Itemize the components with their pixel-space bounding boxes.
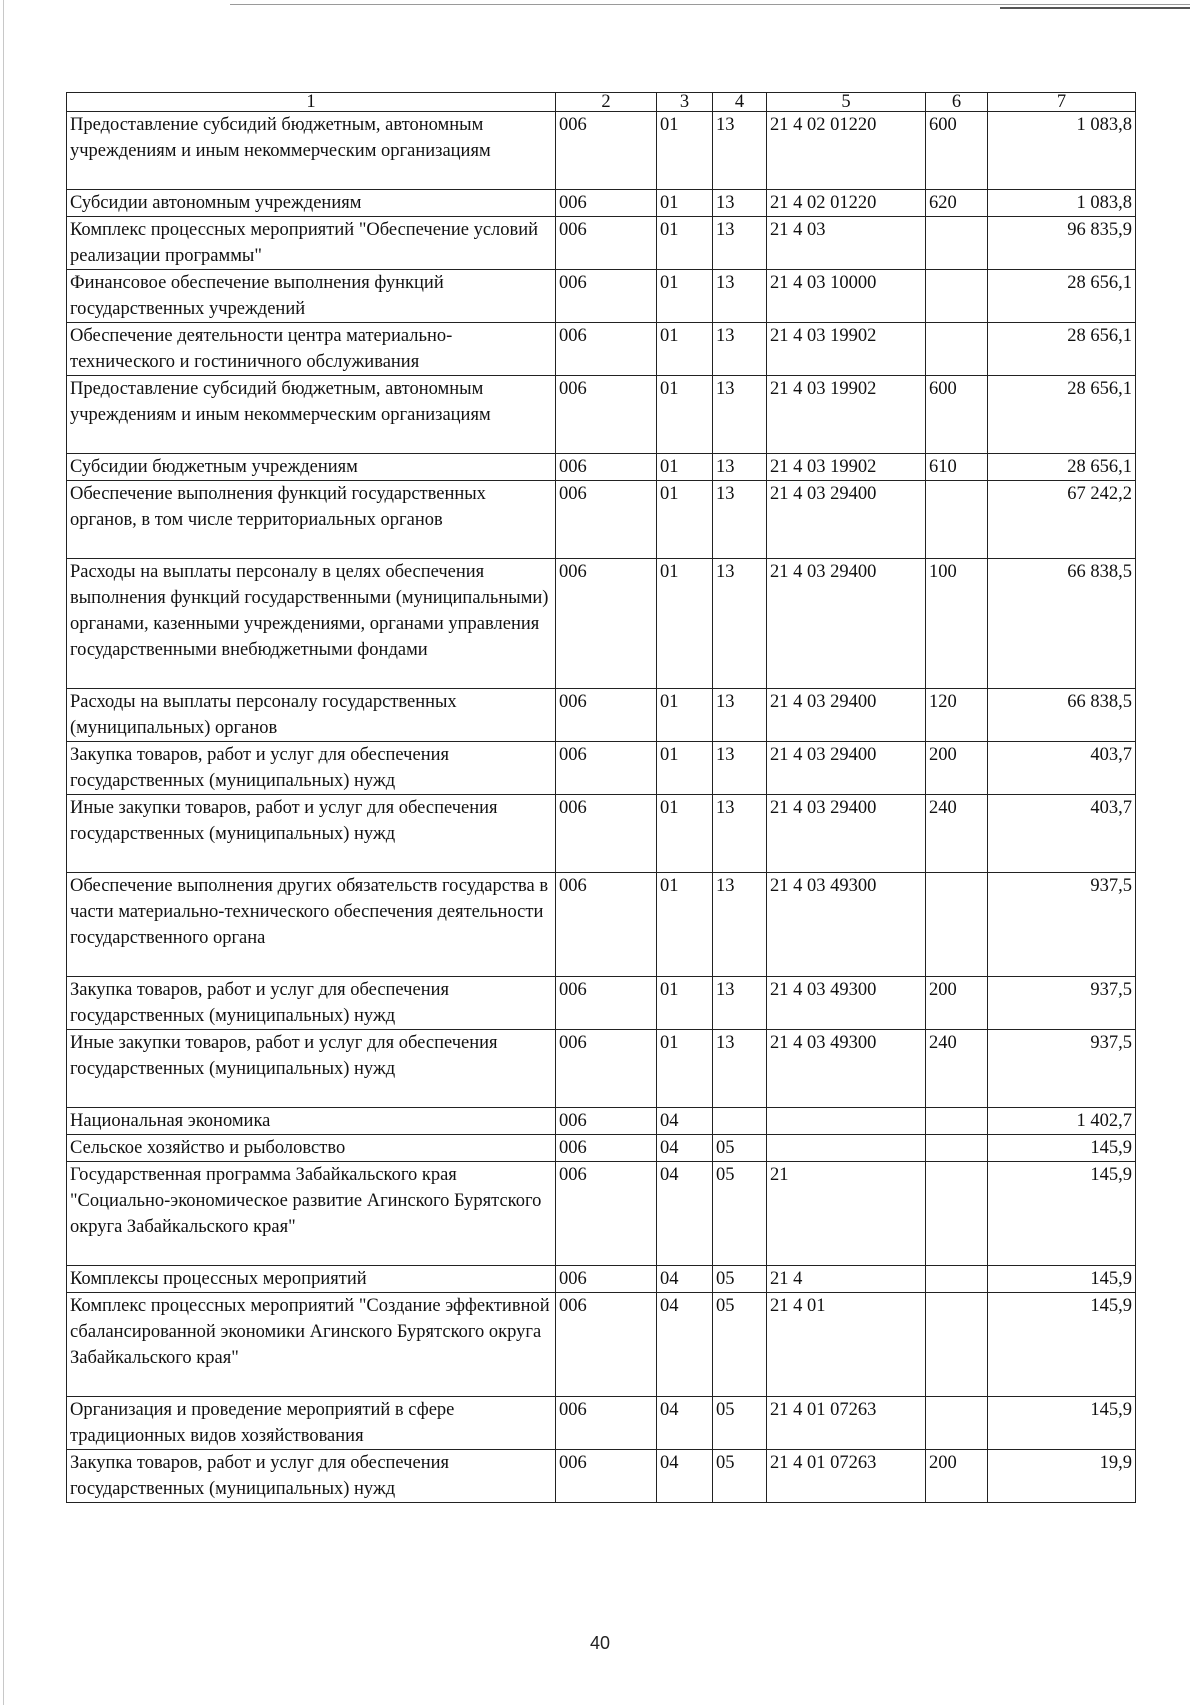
cell-name: Комплексы процессных мероприятий xyxy=(67,1266,556,1293)
cell-code-2: 006 xyxy=(556,873,657,977)
cell-code-3: 01 xyxy=(657,217,713,270)
cell-code-4: 05 xyxy=(713,1450,767,1503)
cell-code-2: 006 xyxy=(556,689,657,742)
table-row xyxy=(67,977,1136,1030)
cell-name: Обеспечение деятельности центра материально-технического и гостиничного обслуживания xyxy=(67,323,556,376)
cell-name: Расходы на выплаты персоналу государственных (муниципальных) органов xyxy=(67,689,556,742)
cell-name: Комплекс процессных мероприятий "Создание эффективной сбалансированной экономики Агинского Бурятского округа Забайкальского края" xyxy=(67,1293,556,1397)
cell-code-5: 21 4 03 29400 xyxy=(767,559,926,689)
cell-code-3: 04 xyxy=(657,1293,713,1397)
budget-table xyxy=(66,92,1136,1503)
cell-code-6: 620 xyxy=(926,190,988,217)
cell-amount: 28 656,1 xyxy=(988,270,1136,323)
cell-code-6: 600 xyxy=(926,112,988,190)
cell-name: Закупка товаров, работ и услуг для обеспечения государственных (муниципальных) нужд xyxy=(67,1450,556,1503)
cell-code-3: 01 xyxy=(657,112,713,190)
cell-name: Закупка товаров, работ и услуг для обеспечения государственных (муниципальных) нужд xyxy=(67,742,556,795)
cell-code-4: 13 xyxy=(713,795,767,873)
cell-amount: 403,7 xyxy=(988,742,1136,795)
header-col-7: 7 xyxy=(988,93,1136,112)
scan-top-edge-dark xyxy=(1000,7,1190,9)
cell-amount: 28 656,1 xyxy=(988,323,1136,376)
cell-code-4: 05 xyxy=(713,1397,767,1450)
table-header-row xyxy=(67,93,1136,112)
cell-name: Государственная программа Забайкальского края "Социально-экономическое развитие Агинского Бурятского округа Забайкальского края" xyxy=(67,1162,556,1266)
cell-code-2: 006 xyxy=(556,323,657,376)
cell-amount: 145,9 xyxy=(988,1293,1136,1397)
cell-code-5: 21 4 03 49300 xyxy=(767,1030,926,1108)
cell-code-5: 21 xyxy=(767,1162,926,1266)
cell-code-4 xyxy=(713,1108,767,1135)
table-row xyxy=(67,873,1136,977)
cell-code-3: 01 xyxy=(657,1030,713,1108)
cell-code-3: 01 xyxy=(657,190,713,217)
cell-code-6 xyxy=(926,1397,988,1450)
table-body xyxy=(67,112,1136,1503)
cell-code-6: 100 xyxy=(926,559,988,689)
cell-code-4: 13 xyxy=(713,481,767,559)
cell-amount: 145,9 xyxy=(988,1135,1136,1162)
cell-code-6: 120 xyxy=(926,689,988,742)
cell-name: Закупка товаров, работ и услуг для обеспечения государственных (муниципальных) нужд xyxy=(67,977,556,1030)
cell-code-6: 200 xyxy=(926,1450,988,1503)
table-row xyxy=(67,481,1136,559)
cell-code-6 xyxy=(926,217,988,270)
cell-code-2: 006 xyxy=(556,1266,657,1293)
cell-code-4: 05 xyxy=(713,1293,767,1397)
cell-name: Субсидии автономным учреждениям xyxy=(67,190,556,217)
cell-code-5: 21 4 03 29400 xyxy=(767,481,926,559)
cell-code-2: 006 xyxy=(556,1030,657,1108)
cell-amount: 145,9 xyxy=(988,1397,1136,1450)
table-row xyxy=(67,1397,1136,1450)
table-row xyxy=(67,1266,1136,1293)
table-row xyxy=(67,795,1136,873)
table-row xyxy=(67,742,1136,795)
cell-code-5 xyxy=(767,1135,926,1162)
cell-name: Расходы на выплаты персоналу в целях обеспечения выполнения функций государственными (муниципальными) органами, казенными учреждениями, органами управления государственными внебюджетными фондами xyxy=(67,559,556,689)
cell-code-3: 01 xyxy=(657,376,713,454)
cell-code-5: 21 4 03 xyxy=(767,217,926,270)
cell-code-6: 200 xyxy=(926,977,988,1030)
cell-amount: 66 838,5 xyxy=(988,559,1136,689)
table-row xyxy=(67,112,1136,190)
cell-code-3: 01 xyxy=(657,689,713,742)
cell-code-4: 13 xyxy=(713,1030,767,1108)
table-row xyxy=(67,190,1136,217)
cell-code-4: 13 xyxy=(713,217,767,270)
cell-code-6 xyxy=(926,270,988,323)
cell-code-5: 21 4 01 xyxy=(767,1293,926,1397)
cell-code-3: 04 xyxy=(657,1450,713,1503)
table-row xyxy=(67,559,1136,689)
cell-amount: 67 242,2 xyxy=(988,481,1136,559)
cell-name: Субсидии бюджетным учреждениям xyxy=(67,454,556,481)
cell-name: Иные закупки товаров, работ и услуг для обеспечения государственных (муниципальных) нужд xyxy=(67,1030,556,1108)
cell-name: Обеспечение выполнения функций государственных органов, в том числе территориальных органов xyxy=(67,481,556,559)
cell-code-2: 006 xyxy=(556,1108,657,1135)
cell-code-5: 21 4 01 07263 xyxy=(767,1450,926,1503)
cell-code-5: 21 4 03 10000 xyxy=(767,270,926,323)
page-number: 40 xyxy=(589,1633,611,1653)
cell-code-2: 006 xyxy=(556,270,657,323)
cell-name: Финансовое обеспечение выполнения функций государственных учреждений xyxy=(67,270,556,323)
cell-amount: 145,9 xyxy=(988,1162,1136,1266)
table-row xyxy=(67,1108,1136,1135)
cell-amount: 1 083,8 xyxy=(988,190,1136,217)
cell-amount: 28 656,1 xyxy=(988,376,1136,454)
cell-amount: 937,5 xyxy=(988,977,1136,1030)
cell-code-2: 006 xyxy=(556,795,657,873)
header-col-4: 4 xyxy=(713,93,767,112)
cell-name: Иные закупки товаров, работ и услуг для обеспечения государственных (муниципальных) нужд xyxy=(67,795,556,873)
cell-code-4: 13 xyxy=(713,873,767,977)
cell-name: Предоставление субсидий бюджетным, автономным учреждениям и иным некоммерческим организациям xyxy=(67,376,556,454)
cell-code-4: 13 xyxy=(713,559,767,689)
cell-code-2: 006 xyxy=(556,1135,657,1162)
cell-code-4: 05 xyxy=(713,1266,767,1293)
cell-code-6 xyxy=(926,1266,988,1293)
table-row xyxy=(67,1293,1136,1397)
cell-code-5: 21 4 01 07263 xyxy=(767,1397,926,1450)
cell-code-6 xyxy=(926,873,988,977)
cell-name: Комплекс процессных мероприятий "Обеспечение условий реализации программы" xyxy=(67,217,556,270)
cell-code-2: 006 xyxy=(556,376,657,454)
cell-code-4: 13 xyxy=(713,977,767,1030)
cell-code-2: 006 xyxy=(556,481,657,559)
cell-name: Национальная экономика xyxy=(67,1108,556,1135)
cell-code-6: 600 xyxy=(926,376,988,454)
cell-code-4: 13 xyxy=(713,112,767,190)
cell-code-2: 006 xyxy=(556,454,657,481)
cell-code-5: 21 4 02 01220 xyxy=(767,190,926,217)
cell-code-2: 006 xyxy=(556,977,657,1030)
cell-code-6: 240 xyxy=(926,795,988,873)
cell-amount: 1 402,7 xyxy=(988,1108,1136,1135)
cell-name: Предоставление субсидий бюджетным, автономным учреждениям и иным некоммерческим организациям xyxy=(67,112,556,190)
cell-code-3: 04 xyxy=(657,1135,713,1162)
cell-code-2: 006 xyxy=(556,217,657,270)
table-row xyxy=(67,689,1136,742)
cell-amount: 937,5 xyxy=(988,873,1136,977)
cell-code-2: 006 xyxy=(556,112,657,190)
cell-code-5: 21 4 03 49300 xyxy=(767,977,926,1030)
cell-code-5: 21 4 02 01220 xyxy=(767,112,926,190)
scan-top-edge xyxy=(230,4,1190,5)
cell-code-3: 01 xyxy=(657,559,713,689)
cell-name: Обеспечение выполнения других обязательств государства в части материально-технического обеспечения деятельности государственного органа xyxy=(67,873,556,977)
cell-amount: 19,9 xyxy=(988,1450,1136,1503)
cell-code-2: 006 xyxy=(556,1397,657,1450)
cell-code-3: 01 xyxy=(657,873,713,977)
cell-code-6: 240 xyxy=(926,1030,988,1108)
cell-code-3: 01 xyxy=(657,454,713,481)
cell-code-5: 21 4 xyxy=(767,1266,926,1293)
table-row xyxy=(67,376,1136,454)
cell-code-3: 04 xyxy=(657,1108,713,1135)
cell-code-6 xyxy=(926,1293,988,1397)
cell-code-2: 006 xyxy=(556,1293,657,1397)
cell-code-3: 01 xyxy=(657,977,713,1030)
header-col-1: 1 xyxy=(67,93,556,112)
cell-amount: 66 838,5 xyxy=(988,689,1136,742)
cell-code-4: 13 xyxy=(713,323,767,376)
cell-code-4: 05 xyxy=(713,1135,767,1162)
header-col-3: 3 xyxy=(657,93,713,112)
cell-code-4: 05 xyxy=(713,1162,767,1266)
cell-code-6 xyxy=(926,481,988,559)
cell-code-2: 006 xyxy=(556,559,657,689)
cell-code-3: 01 xyxy=(657,742,713,795)
cell-code-4: 13 xyxy=(713,454,767,481)
table-row xyxy=(67,217,1136,270)
cell-code-4: 13 xyxy=(713,190,767,217)
table-row xyxy=(67,1162,1136,1266)
cell-code-3: 01 xyxy=(657,795,713,873)
cell-amount: 1 083,8 xyxy=(988,112,1136,190)
cell-code-3: 04 xyxy=(657,1266,713,1293)
cell-code-6 xyxy=(926,1135,988,1162)
cell-amount: 937,5 xyxy=(988,1030,1136,1108)
cell-code-3: 04 xyxy=(657,1162,713,1266)
cell-code-5 xyxy=(767,1108,926,1135)
cell-code-4: 13 xyxy=(713,270,767,323)
header-col-2: 2 xyxy=(556,93,657,112)
cell-code-5: 21 4 03 29400 xyxy=(767,795,926,873)
table-row xyxy=(67,1030,1136,1108)
cell-code-2: 006 xyxy=(556,742,657,795)
cell-code-5: 21 4 03 49300 xyxy=(767,873,926,977)
cell-code-6: 610 xyxy=(926,454,988,481)
cell-amount: 145,9 xyxy=(988,1266,1136,1293)
cell-code-2: 006 xyxy=(556,190,657,217)
cell-amount: 403,7 xyxy=(988,795,1136,873)
cell-code-6: 200 xyxy=(926,742,988,795)
cell-name: Сельское хозяйство и рыболовство xyxy=(67,1135,556,1162)
header-col-6: 6 xyxy=(926,93,988,112)
cell-amount: 96 835,9 xyxy=(988,217,1136,270)
cell-code-2: 006 xyxy=(556,1162,657,1266)
header-col-5: 5 xyxy=(767,93,926,112)
table-row xyxy=(67,1450,1136,1503)
cell-code-5: 21 4 03 19902 xyxy=(767,376,926,454)
cell-code-5: 21 4 03 19902 xyxy=(767,454,926,481)
table-row xyxy=(67,454,1136,481)
table-row xyxy=(67,1135,1136,1162)
scan-left-edge xyxy=(3,0,4,1705)
cell-code-3: 01 xyxy=(657,270,713,323)
cell-code-2: 006 xyxy=(556,1450,657,1503)
table-row xyxy=(67,270,1136,323)
table-row xyxy=(67,323,1136,376)
cell-code-5: 21 4 03 29400 xyxy=(767,742,926,795)
cell-name: Организация и проведение мероприятий в сфере традиционных видов хозяйствования xyxy=(67,1397,556,1450)
cell-code-6 xyxy=(926,1162,988,1266)
cell-amount: 28 656,1 xyxy=(988,454,1136,481)
cell-code-6 xyxy=(926,1108,988,1135)
cell-code-4: 13 xyxy=(713,689,767,742)
cell-code-5: 21 4 03 19902 xyxy=(767,323,926,376)
cell-code-5: 21 4 03 29400 xyxy=(767,689,926,742)
cell-code-3: 04 xyxy=(657,1397,713,1450)
cell-code-3: 01 xyxy=(657,481,713,559)
cell-code-4: 13 xyxy=(713,742,767,795)
cell-code-6 xyxy=(926,323,988,376)
cell-code-4: 13 xyxy=(713,376,767,454)
cell-code-3: 01 xyxy=(657,323,713,376)
